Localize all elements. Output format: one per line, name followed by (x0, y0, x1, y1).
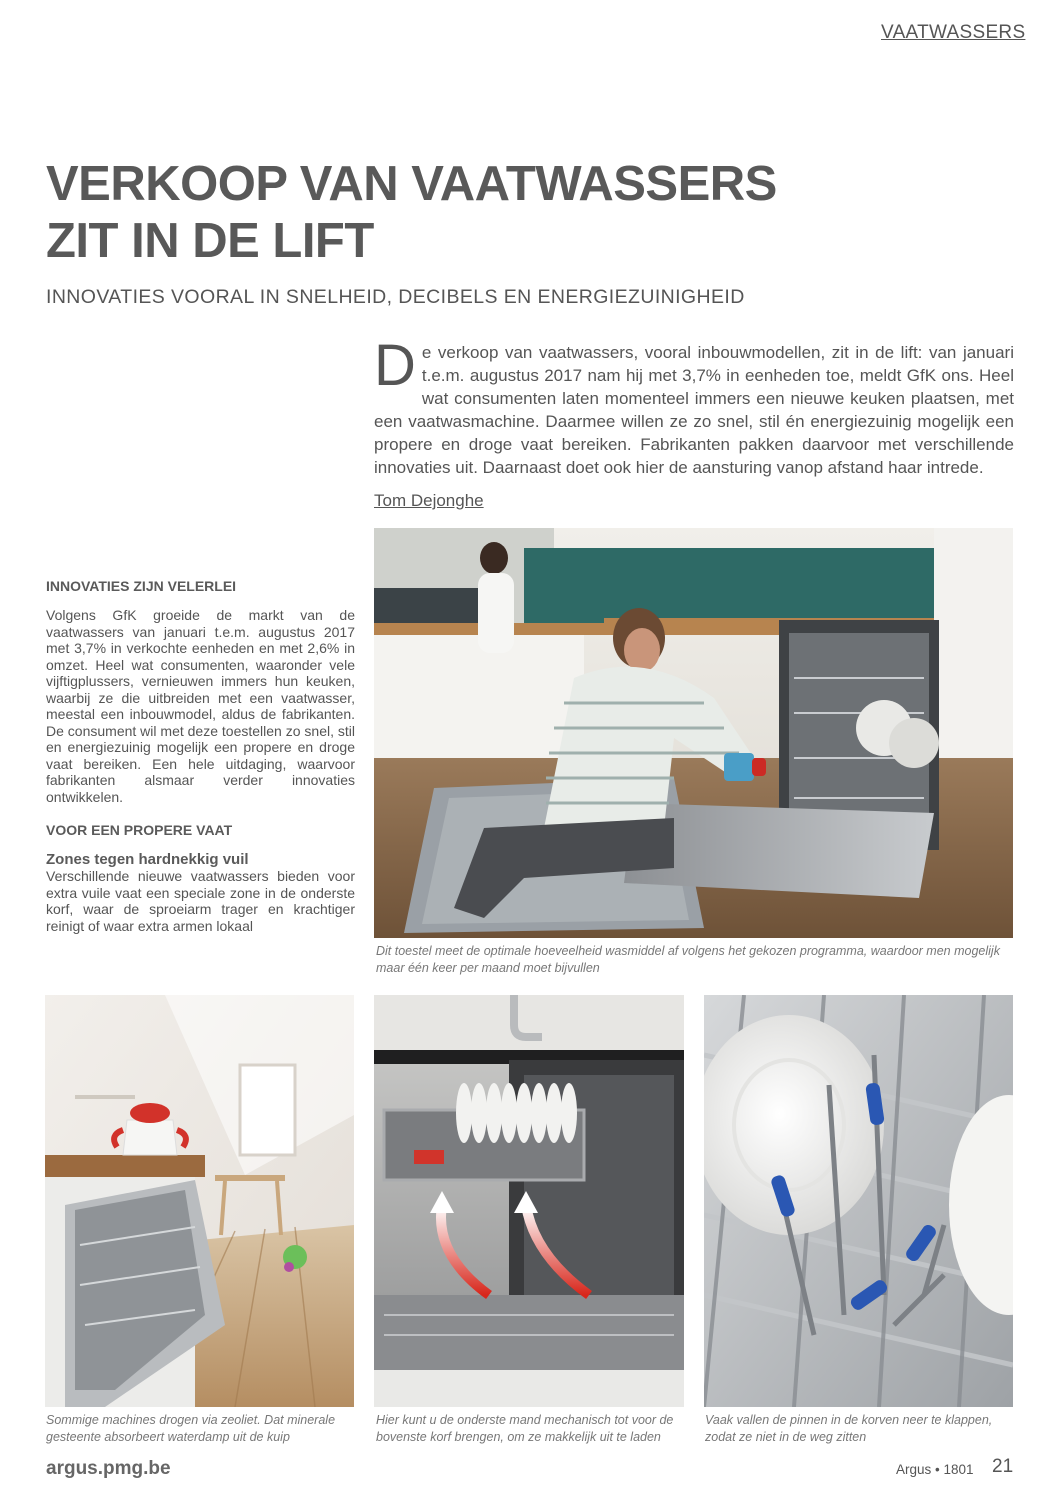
photo2-caption: Hier kunt u de onderste mand mechanisch tot voor de bovenste korf brengen, om ze makkelijk uit te laden (376, 1413, 674, 1444)
article-title (46, 156, 866, 270)
hero-caption: Dit toestel meet de optimale hoeveelheid wasmiddel af volgens het gekozen programma, waardoor men mogelijk maar één keer per maand moet bijvullen (376, 944, 1000, 975)
article-subtitle: INNOVATIES VOORAL IN SNELHEID, DECIBELS EN ENERGIEZUINIGHEID (46, 286, 745, 308)
section-text: Volgens GfK groeide de markt van de vaatwassers van januari t.e.m. augustus 2017 met 3,7% in verkochte eenheden en met 2,6% in omzet. Heel wat consumenten, waaronder vele vijftigplussers, vernieuwen immers hun keuken, waarbij ze die uitbreiden met een vaatwasser, meestal een inbouwmodel, aldus de fabrikanten. De consument wil met deze toestellen zo snel, stil en energiezuinig mogelijk een propere en droge vaat bereiken. Een hele uitdaging, waarvoor fabrikanten alsmaar verder innovaties ontwikkelen. (46, 607, 355, 805)
section-heading: INNOVATIES ZIJN VELERLEI (46, 578, 237, 594)
photo3-illustration (704, 995, 1013, 1407)
body-column (46, 578, 355, 934)
author-byline[interactable]: Tom Dejonghe (374, 491, 484, 510)
photo2-illustration (374, 995, 684, 1407)
hero-illustration (374, 528, 1013, 938)
photo-lift-basket (374, 995, 684, 1407)
footer-issue: Argus • 1801 (896, 1462, 974, 1477)
photo3-caption: Vaak vallen de pinnen in de korven neer te klappen, zodat ze niet in de weg zitten (705, 1413, 993, 1444)
photo-zeolite-dishwasher (45, 995, 354, 1407)
section-tag: VAATWASSERS (881, 22, 1026, 43)
section-text: Verschillende nieuwe vaatwassers bieden voor extra vuile vaat een speciale zone in de onderste korf, waar de sproeiarm trager en krachtiger reinigt of waar extra armen lokaal (46, 868, 355, 934)
section-heading: VOOR EEN PROPERE VAAT (46, 822, 233, 838)
title-line-1: VERKOOP VAN VAATWASSERS (46, 157, 777, 211)
lead-text: e verkoop van vaatwassers, vooral inbouwmodellen, zit in de lift: van januari t.e.m. augustus 2017 nam hij met 3,7% in eenheden toe, meldt GfK ons. Heel wat consumenten laten momenteel immers een nieuwe keuken plaatsen, met een vaatwasmachine. Daarmee willen ze zo snel, stil én energiezuinig mogelijk een propere en droge vaat bereiken. Fabrikanten pakken daarvoor met verschillende innovaties uit. Daarnaast doet ook hier de aansturing vanop afstand haar intrede. (374, 343, 1014, 477)
photo1-illustration (45, 995, 354, 1407)
photo-foldable-pins (704, 995, 1013, 1407)
title-line-2: ZIT IN DE LIFT (46, 214, 374, 268)
hero-photo (374, 528, 1013, 938)
page-number: 21 (992, 1456, 1014, 1477)
drop-cap: D (374, 333, 416, 398)
footer-url-link[interactable]: argus.pmg.be (46, 1458, 171, 1479)
lead-paragraph (374, 333, 1014, 479)
photo1-caption: Sommige machines drogen via zeoliet. Dat minerale gesteente absorbeert waterdamp uit de kuip (46, 1413, 336, 1444)
section-subheading: Zones tegen hardnekkig vuil (46, 851, 249, 868)
